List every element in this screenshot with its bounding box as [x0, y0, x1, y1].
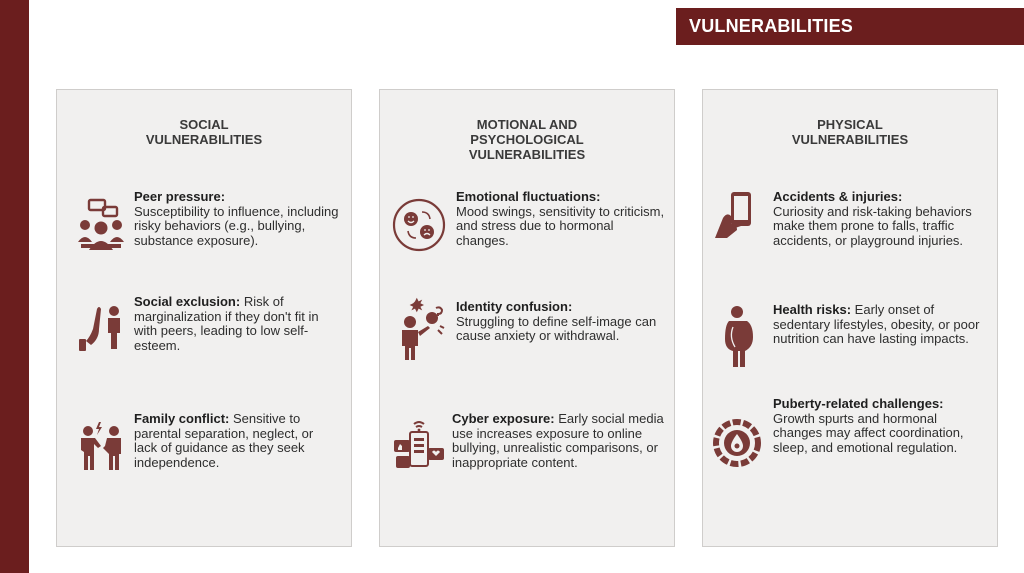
exclusion-icon	[77, 301, 125, 351]
item-title: Social exclusion:	[134, 294, 241, 309]
obesity-icon	[721, 305, 757, 369]
panel-heading: PHYSICAL VULNERABILITIES	[791, 117, 909, 147]
item-title: Emotional fluctuations:	[456, 189, 601, 204]
item-title: Puberty-related challenges:	[773, 396, 944, 411]
item-body: Early onset of sedentary lifestyles, obesity, or poor nutrition can have lasting impacts.	[773, 302, 980, 347]
family-conflict-icon	[77, 420, 125, 472]
item-title: Identity confusion:	[456, 299, 573, 314]
item-body: Growth spurts and hormonal changes may affect coordination, sleep, and emotional regulation.	[773, 410, 964, 455]
panel-heading: MOTIONAL AND PSYCHOLOGICAL VULNERABILITIES	[468, 117, 586, 162]
item-health-risks	[703, 303, 999, 373]
item-title: Peer pressure:	[134, 189, 226, 204]
item-identity-confusion	[380, 300, 676, 370]
item-body: Mood swings, sensitivity to criticism, and stress due to hormonal changes.	[456, 203, 665, 248]
emotional-vulnerabilities-panel	[379, 89, 675, 547]
physical-vulnerabilities-panel	[702, 89, 998, 547]
social-vulnerabilities-panel	[56, 89, 352, 547]
item-body: Susceptibility to influence, including risky behaviors (e.g., bullying, substance exposure).	[134, 203, 339, 248]
panel-heading: SOCIAL VULNERABILITIES	[145, 117, 263, 147]
item-title: Cyber exposure:	[452, 411, 555, 426]
social-media-icon	[392, 420, 446, 478]
mood-swing-icon	[392, 198, 446, 252]
item-family-conflict	[57, 412, 353, 502]
item-peer-pressure	[57, 190, 353, 270]
phone-hand-icon	[713, 190, 759, 242]
item-social-exclusion	[57, 295, 353, 365]
item-title: Accidents & injuries:	[773, 189, 903, 204]
hormone-cycle-icon	[713, 419, 761, 467]
item-body: Early social media use increases exposure to online bullying, unrealistic comparisons, or inappropriate content.	[452, 411, 664, 470]
page-title: VULNERABILITIES	[676, 8, 1024, 45]
item-accidents-injuries	[703, 190, 999, 280]
item-puberty-challenges	[703, 397, 999, 497]
group-chat-icon	[77, 198, 125, 256]
item-title: Health risks:	[773, 302, 852, 317]
item-body: Struggling to define self-image can cause anxiety or withdrawal.	[456, 313, 657, 344]
identity-confusion-icon	[394, 296, 446, 360]
left-accent-bar	[0, 0, 29, 573]
item-title: Family conflict:	[134, 411, 230, 426]
item-body: Risk of marginalization if they don't fit in with peers, leading to low self-esteem.	[134, 294, 319, 353]
item-body: Curiosity and risk-taking behaviors make them prone to falls, traffic accidents, or playground injuries.	[773, 203, 972, 248]
item-cyber-exposure	[380, 412, 676, 502]
item-emotional-fluctuations	[380, 190, 676, 260]
item-body: Sensitive to parental separation, neglect, or lack of guidance as they seek independence.	[134, 411, 314, 470]
